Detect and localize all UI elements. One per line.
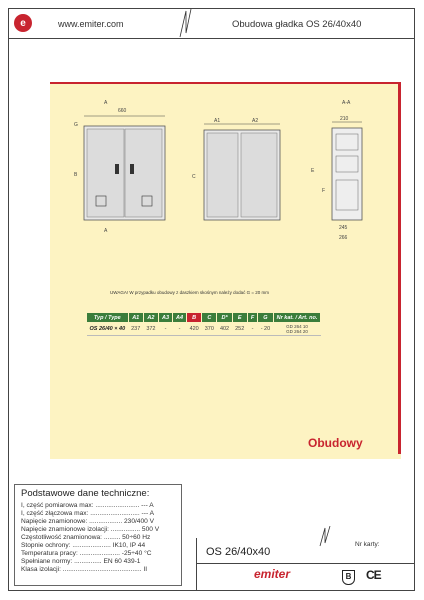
cell-a3: - [159,323,173,336]
cell-d: 402 [217,323,232,336]
dim-label-a2: A2 [252,118,259,124]
cell-type: OS 26/40 × 40 [87,323,129,336]
dim-label-g: G [74,122,78,128]
b-certification-icon: B [342,570,355,585]
tech-row: Klasa izolacji: ........................................... II [21,566,148,573]
cell-a4: - [173,323,187,336]
dim-label-b: B [74,172,78,178]
dim-label-f: F [322,188,326,194]
warning-note: UWAGA! W przypadku obudowy z daszkiem skośnym należy dodać G = 20 mm [110,290,270,295]
emiter-logo-icon: e [14,14,32,32]
col-type: Typ / Type [87,313,129,323]
tech-row: Spełniane normy: ............... EN 60 439-1 [21,558,141,565]
header-divider [8,38,415,39]
technical-drawing [60,96,380,246]
card-number-label: Nr karty: [355,541,380,548]
col-art-no: Nr kat. / Art. no. [273,313,321,323]
ce-mark-icon: CE [366,568,381,582]
tech-data-box [14,484,182,586]
col-d: D* [217,313,232,323]
dim-label-a1: A1 [214,118,221,124]
tech-title: Podstawowe dane techniczne: [21,488,150,499]
cell-g: - 20 [258,323,273,336]
site-url[interactable]: www.emiter.com [58,19,124,29]
tech-row: Stopnie ochrony: ..................... IK10, IP 44 [21,542,146,549]
tech-row: Częstotliwość znamionowa: ......... 50÷60 Hz [21,534,151,541]
tech-row: I, część złączowa max: ........................... --- A [21,510,155,517]
art-no-2: GD 264 20 [286,329,308,334]
col-a4: A4 [173,313,187,323]
section-title: A-A [342,100,351,106]
dim-label-c: C [192,174,196,180]
tech-row: I, część pomiarowa max: ........................ --- A [21,502,154,509]
col-b: B [187,313,202,323]
front-view [74,100,165,234]
cell-b: 420 [187,323,202,336]
col-f: F [247,313,257,323]
section-view [311,100,362,241]
col-c: C [202,313,217,323]
tech-row: Temperatura pracy: ...................... -25÷40 °C [21,550,152,557]
table-row [87,323,321,336]
panel-accent-right [398,84,401,454]
tech-row: Napięcie znamionowe: .................. 230/400 V [21,518,155,525]
dim-top-210: 210 [340,116,349,122]
zigzag-icon [178,9,192,39]
dim-width-660: 660 [118,108,127,114]
dim-bottom-266: 266 [339,235,348,241]
cell-c: 370 [202,323,217,336]
footer-zigzag-icon [318,526,332,548]
emiter-brand-logo: emiter [254,567,291,581]
cell-a1: 237 [128,323,143,336]
tech-row: Napięcie znamionowe izolacji: ................ 500 V [21,526,160,533]
col-a1: A1 [128,313,143,323]
dim-label-e: E [311,168,315,174]
col-g: G [258,313,273,323]
footer-divider-vertical [196,538,197,591]
cell-art-no [273,323,321,336]
col-a2: A2 [143,313,158,323]
model-name: OS 26/40x40 [206,546,271,558]
cell-a2: 372 [143,323,158,336]
art-no-1: GD 264 10 [286,324,308,329]
dim-bottom-245: 245 [339,225,348,231]
section-mark-bottom: A [104,228,108,234]
col-e: E [232,313,247,323]
spec-table [86,312,321,336]
category-label: Obudowy [308,436,363,450]
document-title: Obudowa gładka OS 26/40x40 [232,19,362,30]
cell-f: - [247,323,257,336]
panel-accent-top [50,82,401,84]
cell-e: 252 [232,323,247,336]
section-mark-top: A [104,100,108,106]
footer-divider [196,563,414,564]
side-view [192,118,280,220]
col-a3: A3 [159,313,173,323]
